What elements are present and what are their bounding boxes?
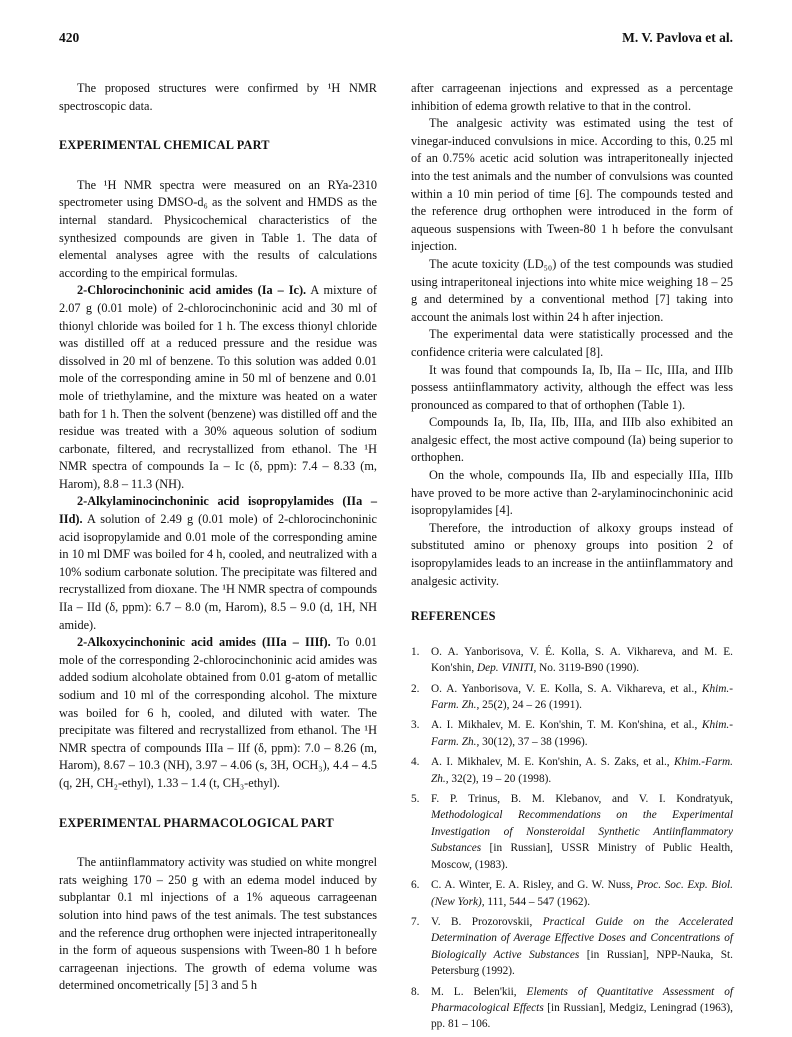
reference-item <box>411 791 733 873</box>
reference-source: Khim.-Farm. Zh., <box>431 756 733 785</box>
reference-details: 32(2), 19 – 20 (1998). <box>448 772 552 785</box>
alkylamino-paragraph <box>59 493 377 634</box>
alkoxy-paragraph <box>59 634 377 792</box>
amides-paragraph <box>59 282 377 493</box>
continued-paragraph: after carrageenan injections and expressed as a percentage inhibition of edema growth relative to that in the control. <box>411 81 733 113</box>
alkoxy-title: 2-Alkoxycinchoninic acid amides (IIIa – IIIf). <box>77 635 331 650</box>
alkylamino-title: 2-Alkylaminocinchoninic acid isopropylamides (IIa – IId). <box>59 494 377 527</box>
reference-source: Proc. Soc. Exp. Biol. (New York), <box>431 879 733 908</box>
amides-title: 2-Chlorocinchoninic acid amides (Ia – Ic). <box>77 283 307 298</box>
reference-details: [in Russian], USSR Ministry of Public Health, Moscow, (1983). <box>431 842 733 871</box>
reference-number: 6. <box>411 879 420 892</box>
reference-item <box>411 754 733 787</box>
reference-authors: V. B. Prozorovskii, <box>431 915 543 928</box>
running-header <box>59 30 733 52</box>
reference-item <box>411 984 733 1033</box>
reference-details: 111, 544 – 547 (1962). <box>484 895 591 908</box>
reference-details: 25(2), 24 – 26 (1991). <box>479 699 582 712</box>
reference-number: 1. <box>411 645 420 658</box>
reference-source: Khim.-Farm. Zh., <box>431 682 733 712</box>
alkoxy-text: To 0.01 mole of the corresponding 2-chlorocinchoninic acid amides was added sodium alcoholate obtained from 0.01 g-atom of metallic sodium and 10 ml of the corresponding alcohol. The mixture was boiled for 6 h, cooled, and diluted with water. The precipitate was filtered and recrystallized from ethanol. The ¹H NMR spectra of compounds IIIa – IIf (δ, ppm): 7.0 – 8.26 (m, Harom), 8.67 – 10.3 (NH), 3.97 – 4.06 (s, 3H, OCH₃), 4.4 – 4.5 (q, 2H, CH₂-ethyl), 1.33 – 1.4 (t, CH₃-ethyl). <box>59 635 378 790</box>
reference-item <box>411 681 733 714</box>
statistics-paragraph: The experimental data were statistically processed and the confidence criteria were calculated [8]. <box>411 327 733 359</box>
reference-item <box>411 717 733 750</box>
reference-item <box>411 644 733 677</box>
page-number: 420 <box>59 30 80 45</box>
reference-number: 5. <box>411 793 420 806</box>
reference-details: [in Russian], Medgiz, Leningrad (1963), pp. 81 – 106. <box>431 1001 733 1031</box>
reference-authors: O. A. Yanborisova, V. E. Kolla, S. A. Vikhareva, et al., <box>431 682 702 695</box>
reference-authors: F. P. Trinus, B. M. Klebanov, and V. I. Kondratyuk, <box>431 793 733 806</box>
amides-text: A mixture of 2.07 g (0.01 mole) of 2-chlorocinchoninic acid and 30 ml of thionyl chloride was boiled for 1 h. The excess thionyl chloride was distilled off at a reduced pressure and the residue was dissolved in 20 ml of benzene. To this solution was added 0.01 mole of the corresponding amine in 50 ml of benzene and 0.01 mole of triethylamine, and the mixture was heated on a water bath for 1 h. Then the solvent (benzene) was distilled off and the residue was treated with a 30% aqueous solution of sodium carbonate, filtered, and recrystallized from ethanol. The ¹H NMR spectra of compounds Ia – Ic (δ, ppm): 7.4 – 8.33 (m, Harom), 8.8 – 11.3 (NH). <box>59 283 377 491</box>
conclusion-paragraph: Therefore, the introduction of alkoxy groups instead of substituted amino or phenoxy groups into position 2 of isopropylamides leads to an increase in the antiinflammatory and analgesic activity. <box>411 520 733 588</box>
references-list <box>411 644 733 1033</box>
reference-item <box>411 877 733 910</box>
findings-paragraph-1: It was found that compounds Ia, Ib, IIa – IIc, IIIa, and IIIb possess antiinflammatory activity, although the effect was less pronounced as compared to that of orthophen (Table 1). <box>411 362 733 412</box>
left-column <box>59 80 377 995</box>
antiinflammatory-paragraph: The antiinflammatory activity was studied on white mongrel rats weighing 170 – 250 g with an edema model induced by subplantar 0.1 ml injections of a 1% aqueous carrageenan solution into hind paws of the test animals. The test substances and the reference drug orthophen were injected intraperitoneally in the form of aqueous suspensions with Tween-80 1 h before carrageenan injections. The growth of edema volume was determined oncometrically [5] 3 and 5 h <box>59 855 377 993</box>
reference-details: 30(12), 37 – 38 (1996). <box>479 735 588 748</box>
running-authors: M. V. Pavlova et al. <box>622 30 733 45</box>
reference-authors: A. I. Mikhalev, M. E. Kon'shin, A. S. Zaks, et al., <box>431 756 674 769</box>
reference-number: 3. <box>411 719 420 732</box>
reference-source: Elements of Quantitative Assessment of Pharmacological Effects <box>431 985 734 1014</box>
reference-source: Khim.-Farm. Zh., <box>431 719 733 748</box>
reference-number: 7. <box>411 915 420 928</box>
references-heading: REFERENCES <box>411 609 496 624</box>
reference-authors: C. A. Winter, E. A. Risley, and G. W. Nuss, <box>431 879 637 892</box>
intro-paragraph: The proposed structures were confirmed by ¹H NMR spectroscopic data. <box>59 81 377 113</box>
findings-paragraph-2: Compounds Ia, Ib, IIa, IIb, IIIa, and IIIb also exhibited an analgesic effect, the most active compound (Ia) being superior to orthophen. <box>411 415 733 465</box>
reference-number: 8. <box>411 985 420 998</box>
reference-authors: O. A. Yanborisova, V. É. Kolla, S. A. Vikhareva, and M. E. Kon'shin, <box>431 645 733 675</box>
reference-authors: M. L. Belen'kii, <box>431 985 527 998</box>
findings-paragraph-3: On the whole, compounds IIa, IIb and especially IIIa, IIIb have proved to be more active than 2-arylaminocinchoninic acid isopropylamides [4]. <box>411 468 733 518</box>
reference-item <box>411 914 733 980</box>
analgesic-paragraph: The analgesic activity was estimated using the test of vinegar-induced convulsions in mice. According to this, 0.25 ml of an 0.75% acetic acid solution was intraperitoneally injected into the test animals and the number of convulsions was counted within a 10 min period of time [6]. The compounds tested and the reference drug orthophen were introduced in the form of aqueous suspensions with Tween-80 1 h before the convulsant injection. <box>411 116 733 254</box>
section-heading-chemical: EXPERIMENTAL CHEMICAL PART <box>59 138 270 153</box>
reference-details: No. 3119-B90 (1990). <box>536 662 640 675</box>
reference-number: 2. <box>411 682 420 695</box>
toxicity-paragraph: The acute toxicity (LD₅₀) of the test compounds was studied using intraperitoneal injections into white mice weighing 18 – 25 g and determined by a conventional method [7] taking into account the animals lost within 24 h after injection. <box>411 256 733 324</box>
right-column <box>411 80 733 1037</box>
nmr-paragraph: The ¹H NMR spectra were measured on an RYa-2310 spectrometer using DMSO-d₆ as the solvent and HMDS as the internal standard. Physicochemical characteristics of the synthesized compounds are given in Table 1. The data of elemental analyses agree with the results of calculations according to the empirical formulas. <box>59 177 377 280</box>
reference-source: Dep. VINITI, <box>476 662 537 675</box>
reference-number: 4. <box>411 756 420 769</box>
reference-authors: A. I. Mikhalev, M. E. Kon'shin, T. M. Kon'shina, et al., <box>431 719 702 732</box>
reference-source: Practical Guide on the Accelerated Determination of Average Effective Doses and Concentrations of Biologically Active Substances <box>431 915 733 961</box>
reference-source: Methodological Recommendations on the Experimental Investigation of Nonsteroidal Synthetic Antiinflammatory Substances <box>431 809 733 855</box>
alkylamino-text: A solution of 2.49 g (0.01 mole) of 2-chlorocinchoninic acid isopropylamide and 0.01 mole of the corresponding amine in 10 ml DMF was boiled for 4 h, cooled, and neutralized with a 10% sodium carbonate solution. The precipitate was filtered and recrystallized from dioxane. The ¹H NMR spectra of compounds IIa – IId (δ, ppm): 6.7 – 8.0 (m, Harom), 8.5 – 9.0 (d, 1H, NH amide). <box>59 512 377 632</box>
section-heading-pharmacological: EXPERIMENTAL PHARMACOLOGICAL PART <box>59 815 334 830</box>
reference-details: [in Russian], NPP-Nauka, St. Petersburg (1992). <box>431 948 733 978</box>
